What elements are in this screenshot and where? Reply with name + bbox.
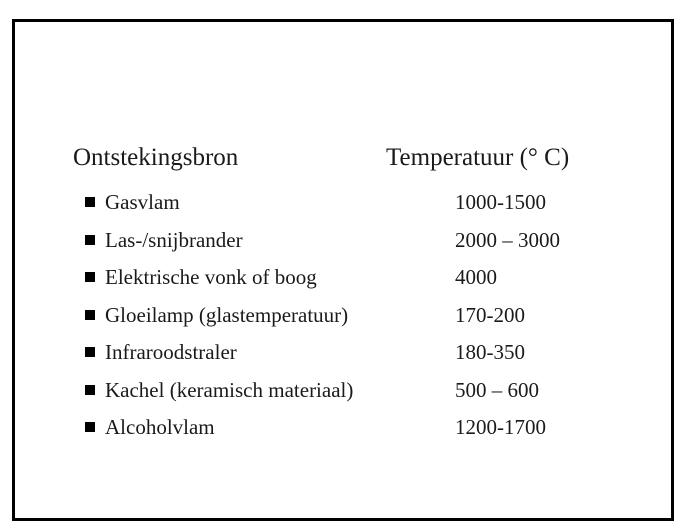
square-bullet-icon — [85, 197, 95, 207]
list-item — [85, 188, 625, 226]
source-label: Alcoholvlam — [105, 415, 215, 439]
source-label: Kachel (keramisch materiaal) — [105, 377, 354, 402]
list-item — [85, 376, 625, 414]
source-label: Gloeilamp (glastemperatuur) — [105, 302, 349, 327]
temperature-value: 1000-1500 — [455, 190, 546, 214]
source-label: Infraroodstraler — [105, 340, 237, 364]
ignition-source-list — [85, 188, 625, 451]
temperature-value: 4000 — [455, 265, 497, 289]
temperature-value: 500 – 600 — [455, 377, 539, 402]
source-label: Elektrische vonk of boog — [105, 265, 317, 289]
square-bullet-icon — [85, 347, 95, 357]
list-item — [85, 301, 625, 339]
square-bullet-icon — [85, 235, 95, 245]
table-header — [73, 144, 633, 180]
temperature-value: 180-350 — [455, 340, 525, 364]
list-item — [85, 413, 625, 451]
square-bullet-icon — [85, 385, 95, 395]
square-bullet-icon — [85, 272, 95, 282]
header-temperature: Temperatuur (° C) — [386, 144, 570, 171]
source-label: Las-/snijbrander — [105, 227, 243, 252]
list-item — [85, 226, 625, 264]
list-item — [85, 263, 625, 301]
temperature-value: 1200-1700 — [455, 415, 546, 439]
temperature-value: 2000 – 3000 — [455, 227, 560, 252]
source-label: Gasvlam — [105, 190, 180, 214]
slide — [12, 19, 674, 521]
square-bullet-icon — [85, 422, 95, 432]
square-bullet-icon — [85, 310, 95, 320]
header-source: Ontstekingsbron — [73, 144, 239, 171]
temperature-value: 170-200 — [455, 302, 525, 327]
list-item — [85, 338, 625, 376]
